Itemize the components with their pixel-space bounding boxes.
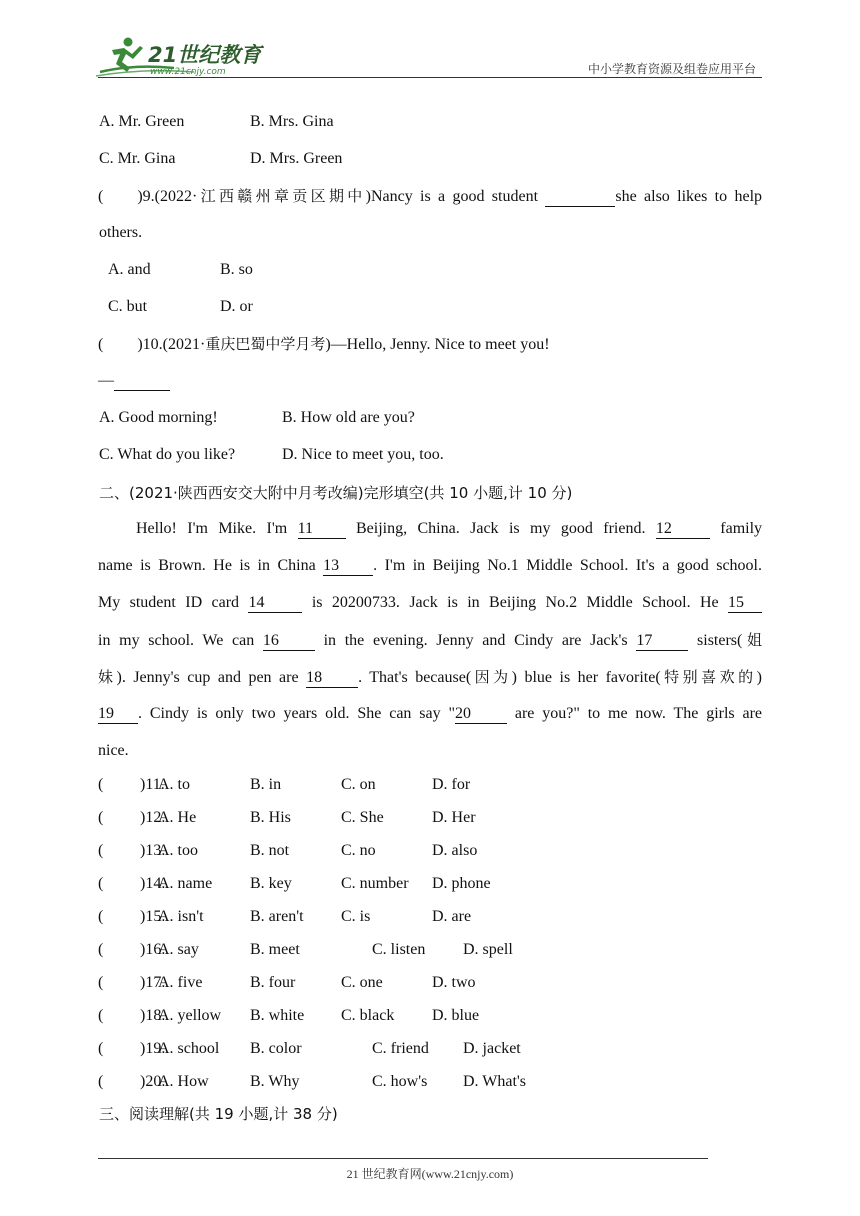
- choice-option: A. isn't: [158, 908, 204, 925]
- choice-option: (: [98, 1007, 104, 1024]
- choice-option: C. She: [341, 809, 384, 826]
- choice-option: D. spell: [463, 941, 513, 958]
- q10-stem: [98, 334, 550, 355]
- source-prefix: (2021·: [162, 336, 206, 353]
- q10-option-a: A. Good morning!: [99, 409, 218, 426]
- passage-text-cn: 因为: [471, 668, 512, 686]
- passage-text: name is Brown. He is in China: [98, 557, 316, 574]
- choice-number: )15.: [140, 908, 166, 925]
- choice-option: D. blue: [432, 1007, 480, 1024]
- question-number: 10.: [142, 336, 163, 353]
- blank-number: 11: [298, 520, 346, 539]
- choice-option: (: [98, 809, 104, 826]
- dash: —: [98, 372, 114, 389]
- q9-text-after: she also likes to help: [615, 188, 763, 205]
- choice-option: C. one: [341, 974, 383, 991]
- choice-option: D. are: [432, 908, 472, 925]
- choice-option: (: [98, 842, 104, 859]
- choice-option: C. number: [341, 875, 409, 892]
- choice-number: )19.: [140, 1040, 166, 1057]
- passage-text-cn: 姐: [742, 631, 763, 649]
- q8-option-a: A. Mr. Green: [99, 113, 185, 130]
- answer-paren-open: (: [98, 336, 104, 353]
- q10-response-line: [98, 371, 170, 391]
- choice-option: A. yellow: [158, 1007, 222, 1024]
- blank-number: 13: [323, 557, 373, 576]
- choice-option: (: [98, 941, 104, 958]
- choice-number: )20.: [140, 1073, 166, 1090]
- passage-text: in my school. We can: [98, 632, 255, 649]
- choice-option: A. name: [158, 875, 213, 892]
- choice-option: (: [98, 908, 104, 925]
- choice-option: C. friend: [372, 1040, 429, 1057]
- passage-text: are you?" to me now. The girls are: [514, 705, 763, 722]
- choice-option: D. phone: [432, 875, 491, 892]
- question-number: 9.: [142, 188, 155, 205]
- choice-option: A. say: [158, 941, 199, 958]
- choice-number: )13.: [140, 842, 166, 859]
- choice-option: C. listen: [372, 941, 426, 958]
- q8-option-c: C. Mr. Gina: [99, 150, 176, 167]
- choice-option: A. five: [158, 974, 203, 991]
- source-suffix: ): [365, 188, 371, 205]
- q10-option-d: D. Nice to meet you, too.: [282, 446, 444, 463]
- passage-text-cn: 特别喜欢的: [660, 668, 757, 686]
- blank-number: 16: [263, 632, 315, 651]
- choice-option: D. jacket: [463, 1040, 521, 1057]
- logo-text: 21世纪教育: [148, 43, 262, 67]
- choice-option: (: [98, 776, 104, 793]
- q10-option-b: B. How old are you?: [282, 409, 415, 426]
- choice-option: A. He: [158, 809, 197, 826]
- passage-text: ) blue is her favorite(: [511, 669, 661, 686]
- passage-text: My student ID card: [98, 594, 240, 611]
- passage-text: ): [756, 669, 762, 686]
- blank-number: 19: [98, 705, 138, 724]
- passage-text: family: [720, 520, 763, 537]
- blank-number: 12: [656, 520, 710, 539]
- choice-option: C. on: [341, 776, 376, 793]
- passage-text: . Cindy is only two years old. She can say ": [138, 705, 455, 722]
- passage-text: is 20200733. Jack is in Beijing No.2 Middle School. He: [311, 594, 719, 611]
- footer-divider: [98, 1158, 708, 1159]
- choice-option: (: [98, 1073, 104, 1090]
- answer-paren-close: ): [137, 336, 143, 353]
- choice-option: A. school: [158, 1040, 220, 1057]
- choice-number: )16.: [140, 941, 166, 958]
- answer-blank: [114, 372, 170, 391]
- header-divider: [98, 77, 762, 78]
- answer-paren-open: (: [98, 188, 104, 205]
- header-tagline: 中小学教育资源及组卷应用平台: [587, 62, 756, 76]
- passage-line: [98, 556, 762, 576]
- choice-option: B. key: [250, 875, 292, 892]
- choice-number: )14.: [140, 875, 166, 892]
- choice-option: C. how's: [372, 1073, 428, 1090]
- passage-text: in the evening. Jenny and Cindy are Jack's: [323, 632, 628, 649]
- choice-option: C. no: [341, 842, 376, 859]
- choice-option: B. in: [250, 776, 282, 793]
- choice-option: (: [98, 1040, 104, 1057]
- choice-option: B. color: [250, 1040, 302, 1057]
- choice-option: B. meet: [250, 941, 300, 958]
- choice-option: (: [98, 875, 104, 892]
- q10-option-c: C. What do you like?: [99, 446, 236, 463]
- blank-number: 20: [455, 705, 507, 724]
- passage-line: [98, 630, 762, 651]
- passage-line: [98, 593, 762, 613]
- choice-option: B. four: [250, 974, 296, 991]
- choice-option: B. Why: [250, 1073, 300, 1090]
- choice-option: A. too: [158, 842, 198, 859]
- q10-dialogue: —Hello, Jenny. Nice to meet you!: [330, 336, 550, 353]
- choice-option: D. What's: [463, 1073, 527, 1090]
- choice-option: D. also: [432, 842, 478, 859]
- q9-text-before: Nancy is a good student: [370, 188, 539, 205]
- choice-option: A. to: [158, 776, 190, 793]
- choice-number: )12.: [140, 809, 166, 826]
- blank-number: 17: [636, 632, 688, 651]
- answer-paren-close: ): [137, 188, 143, 205]
- choice-option: C. is: [341, 908, 371, 925]
- choice-option: B. white: [250, 1007, 305, 1024]
- q9-stem: [98, 186, 762, 207]
- choice-option: D. two: [432, 974, 476, 991]
- passage-text: Hello! I'm Mike. I'm: [136, 520, 288, 537]
- choice-number: )18.: [140, 1007, 166, 1024]
- passage-text-cn: 妹: [98, 668, 117, 686]
- q9-option-b: B. so: [220, 261, 253, 278]
- choice-option: D. Her: [432, 809, 476, 826]
- choice-option: B. aren't: [250, 908, 304, 925]
- blank-number: 14: [248, 594, 302, 613]
- passage-line: [98, 667, 762, 688]
- q9-option-a: A. and: [108, 261, 151, 278]
- passage-text: . That's because(: [358, 669, 472, 686]
- source-suffix: ): [325, 336, 331, 353]
- section-2-title: 二、(2021·陕西西安交大附中月考改编)完形填空(共 10 小题,计 10 分): [99, 484, 573, 502]
- passage-line: [98, 704, 762, 724]
- passage-text: Beijing, China. Jack is my good friend.: [355, 520, 646, 537]
- blank-number: 15: [728, 594, 762, 613]
- logo-url: www.21cnjy.com: [150, 67, 226, 77]
- choice-number: )17.: [140, 974, 166, 991]
- site-logo: [94, 34, 264, 78]
- choice-option: A. How: [158, 1073, 209, 1090]
- blank-number: 18: [306, 669, 358, 688]
- runner-logo-icon: [94, 34, 264, 78]
- choice-option: B. not: [250, 842, 290, 859]
- q9-option-c: C. but: [108, 298, 148, 315]
- section-3-title: 三、阅读理解(共 19 小题,计 38 分): [99, 1105, 338, 1123]
- source-name: 重庆巴蜀中学月考: [205, 335, 326, 353]
- choice-number: )11.: [140, 776, 165, 793]
- passage-text: sisters(: [697, 632, 743, 649]
- footer-text: 21 世纪教育网(www.21cnjy.com): [346, 1167, 514, 1181]
- q9-stem-continued: others.: [99, 224, 143, 241]
- answer-blank: [545, 188, 615, 207]
- source-prefix: (2022·: [154, 188, 198, 205]
- choice-option: D. for: [432, 776, 471, 793]
- passage-text: . I'm in Beijing No.1 Middle School. It's a good school.: [373, 557, 762, 574]
- passage-line: nice.: [98, 742, 129, 759]
- choice-option: B. His: [250, 809, 291, 826]
- passage-line: [136, 519, 762, 539]
- q8-option-d: D. Mrs. Green: [250, 150, 343, 167]
- q8-option-b: B. Mrs. Gina: [250, 113, 334, 130]
- passage-text: ). Jenny's cup and pen are: [116, 669, 299, 686]
- choice-option: C. black: [341, 1007, 395, 1024]
- choice-option: (: [98, 974, 104, 991]
- q9-option-d: D. or: [220, 298, 253, 315]
- source-name: 江西赣州章贡区期中: [197, 187, 366, 205]
